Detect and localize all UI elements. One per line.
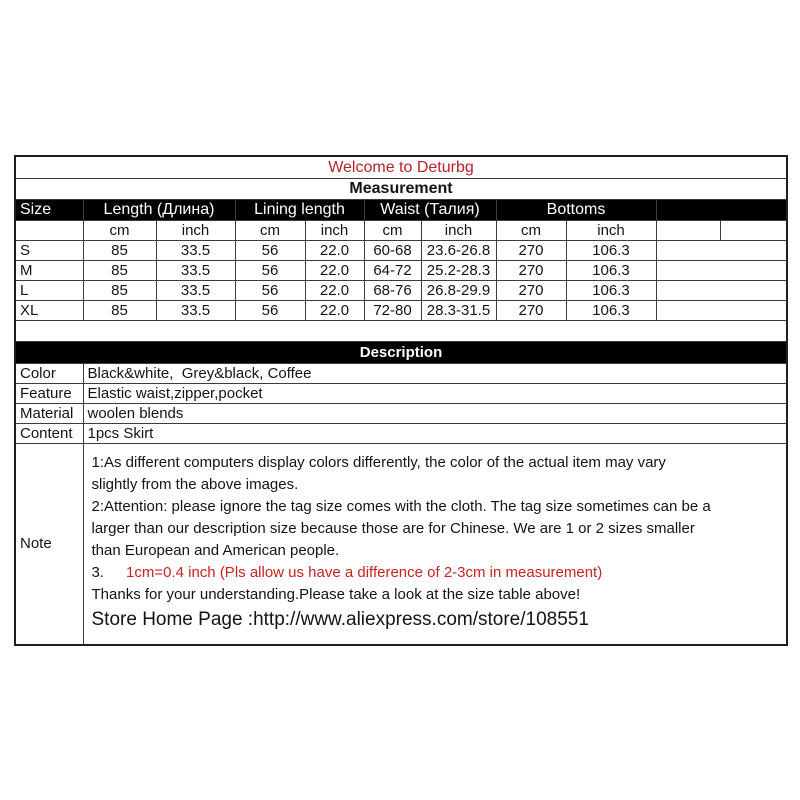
unit-cell: inch xyxy=(305,221,364,241)
note-text-cell xyxy=(83,444,787,646)
value-cell: 106.3 xyxy=(566,241,656,261)
size-row-xl xyxy=(15,301,787,321)
note-line-3: 2:Attention: please ignore the tag size comes with the cloth. The tag size sometimes can be a xyxy=(91,498,711,515)
measurement-title: Measurement xyxy=(15,179,787,200)
product-info-sheet xyxy=(14,155,788,646)
note-item-3-prefix: 3. xyxy=(91,564,105,581)
value-cell: 85 xyxy=(83,301,156,321)
unit-cell: inch xyxy=(156,221,235,241)
value-cell: 56 xyxy=(235,261,305,281)
description-row-color xyxy=(15,364,787,384)
desc-label: Feature xyxy=(15,384,83,404)
value-cell: 270 xyxy=(496,241,566,261)
value-cell: 33.5 xyxy=(156,301,235,321)
desc-label: Material xyxy=(15,404,83,424)
unit-cell: inch xyxy=(566,221,656,241)
note-label: Note xyxy=(15,444,83,646)
note-row xyxy=(15,444,787,646)
value-cell: 270 xyxy=(496,301,566,321)
value-cell: 56 xyxy=(235,241,305,261)
size-row-m xyxy=(15,261,787,281)
unit-cell-empty xyxy=(720,221,787,241)
description-row-content xyxy=(15,424,787,444)
value-cell: 106.3 xyxy=(566,301,656,321)
size-row-l xyxy=(15,281,787,301)
value-cell: 85 xyxy=(83,241,156,261)
unit-cell: cm xyxy=(235,221,305,241)
store-home-page-url: Store Home Page :http://www.aliexpress.com/store/108551 xyxy=(91,609,589,630)
unit-cell-empty xyxy=(656,221,720,241)
column-group-header-row xyxy=(15,200,787,221)
desc-value: Elastic waist,zipper,pocket xyxy=(83,384,787,404)
note-line-5: than European and American people. xyxy=(91,542,340,559)
note-thanks-line: Thanks for your understanding.Please take a look at the size table above! xyxy=(91,586,581,603)
size-chart-table xyxy=(14,155,788,646)
measurement-title-row xyxy=(15,179,787,200)
spacer-cell xyxy=(15,321,787,342)
unit-header-row xyxy=(15,221,787,241)
unit-cell: cm xyxy=(496,221,566,241)
unit-cell: cm xyxy=(364,221,421,241)
value-cell: 22.0 xyxy=(305,241,364,261)
value-cell: 60-68 xyxy=(364,241,421,261)
value-cell-empty xyxy=(656,281,787,301)
desc-value: 1pcs Skirt xyxy=(83,424,787,444)
note-line-4: larger than our description size because those are for Chinese. We are 1 or 2 sizes smaller xyxy=(91,520,695,537)
note-line-1: 1:As different computers display colors differently, the color of the actual item may vary xyxy=(91,454,666,471)
description-row-material xyxy=(15,404,787,424)
note-line-2: slightly from the above images. xyxy=(91,476,299,493)
value-cell: 64-72 xyxy=(364,261,421,281)
col-header-bottoms: Bottoms xyxy=(496,200,656,221)
unit-cell: inch xyxy=(421,221,496,241)
desc-label: Color xyxy=(15,364,83,384)
welcome-banner-row xyxy=(15,156,787,179)
value-cell: 23.6-26.8 xyxy=(421,241,496,261)
value-cell: 106.3 xyxy=(566,261,656,281)
col-header-length: Length (Длина) xyxy=(83,200,235,221)
size-label: M xyxy=(15,261,83,281)
value-cell: 33.5 xyxy=(156,261,235,281)
unit-cell-empty xyxy=(15,221,83,241)
size-row-s xyxy=(15,241,787,261)
value-cell: 270 xyxy=(496,281,566,301)
note-line-6 xyxy=(92,562,781,584)
desc-value: Black&white, Grey&black, Coffee xyxy=(83,364,787,384)
value-cell-empty xyxy=(656,261,787,281)
value-cell: 33.5 xyxy=(156,281,235,301)
value-cell: 28.3-31.5 xyxy=(421,301,496,321)
value-cell-empty xyxy=(656,301,787,321)
desc-label: Content xyxy=(15,424,83,444)
description-title-row xyxy=(15,342,787,364)
description-title: Description xyxy=(15,342,787,364)
value-cell: 25.2-28.3 xyxy=(421,261,496,281)
col-header-size: Size xyxy=(15,200,83,221)
welcome-banner: Welcome to Deturbg xyxy=(15,156,787,179)
value-cell: 22.0 xyxy=(305,261,364,281)
spacer-row xyxy=(15,321,787,342)
value-cell: 68-76 xyxy=(364,281,421,301)
value-cell: 106.3 xyxy=(566,281,656,301)
value-cell: 22.0 xyxy=(305,281,364,301)
col-header-lining-length: Lining length xyxy=(235,200,364,221)
value-cell: 56 xyxy=(235,301,305,321)
value-cell: 33.5 xyxy=(156,241,235,261)
value-cell: 22.0 xyxy=(305,301,364,321)
value-cell: 72-80 xyxy=(364,301,421,321)
description-row-feature xyxy=(15,384,787,404)
value-cell: 270 xyxy=(496,261,566,281)
value-cell: 56 xyxy=(235,281,305,301)
value-cell: 85 xyxy=(83,281,156,301)
desc-value: woolen blends xyxy=(83,404,787,424)
size-label: S xyxy=(15,241,83,261)
value-cell: 85 xyxy=(83,261,156,281)
unit-cell: cm xyxy=(83,221,156,241)
value-cell: 26.8-29.9 xyxy=(421,281,496,301)
col-header-empty xyxy=(656,200,787,221)
size-label: XL xyxy=(15,301,83,321)
value-cell-empty xyxy=(656,241,787,261)
size-label: L xyxy=(15,281,83,301)
col-header-waist: Waist (Талия) xyxy=(364,200,496,221)
note-measurement-tolerance: 1cm=0.4 inch (Pls allow us have a difference of 2-3cm in measurement) xyxy=(126,564,603,581)
